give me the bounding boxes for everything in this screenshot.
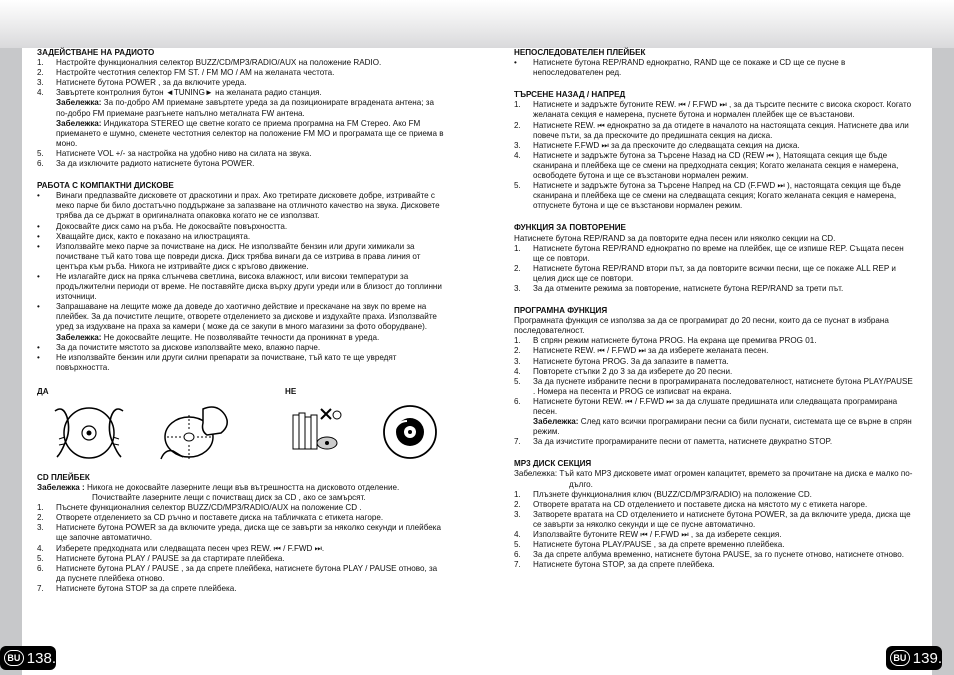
list-item: 5. Натиснете бутона PLAY/PAUSE , за да спрете временно плейбека. <box>514 540 785 550</box>
list-item: • Не излагайте диск на пряка слънчева светлина, висока влажност, или високи температури за продължителни периоди от време. Не поставяйте диска върху други уреди или в близост до топлинни източници. <box>37 271 442 302</box>
program-section-title: ПРОГРАМНА ФУНКЦИЯ <box>514 306 608 316</box>
list-item: 1. Настройте функционалния селектор BUZZ/CD/MP3/RADIO/AUX на положение RADIO. <box>37 58 382 68</box>
list-item: 6. За да изключите радиото натиснете бутона POWER. <box>37 159 255 169</box>
list-item: 7. За да изчистите програмираните песни от паметта, натиснете двукратно STOP. <box>514 437 833 447</box>
list-item: 1. Натиснете бутона REP/RAND еднократно по време на плейбек, ще се изпише REP. Същата песен ще се повтори. <box>514 243 904 263</box>
dirty-disc-illustration <box>377 399 443 465</box>
list-item: 4. Натиснете и задръжте бутона за Търсене Назад на CD (REW ⏮ ), Натоящата секция ще бъде сканирана и плейбека ще се смени на предходната секция; Когато желаната секция е намерена, освободете бутона и ще се възстанови нормален режим. <box>514 150 899 181</box>
list-item: 4. Използвайте бутоните REW ⏮ / F.FWD ⏭ , за да изберете секция. <box>514 530 782 540</box>
list-item: 4. Повторете стъпки 2 до 3 за да изберете до 20 песни. <box>514 366 733 376</box>
wipe-disc-illustration <box>155 399 235 465</box>
list-item: 2. Отворете вратата на CD отделението и поставете диска на мястото му с етикета нагоре. <box>514 499 868 509</box>
header-band <box>0 0 954 48</box>
list-item: 5. Натиснете VOL +/- за настройка на удобно ниво на силата на звука. <box>37 148 312 158</box>
list-item: • Докосвайте диск само на ръба. Не докосвайте повърхността. <box>37 221 288 231</box>
list-item: 1. В спрян режим натиснете бутона PROG. На екрана ще премигва PROG 01. <box>514 336 817 346</box>
mp3-section-title: MP3 ДИСК СЕКЦИЯ <box>514 459 592 469</box>
yes-label: ДА <box>37 386 49 396</box>
list-item: 3. Натиснете F.FWD ⏭ за да прескочите до следващата секция на диска. <box>514 140 800 150</box>
list-item: 4. Завъртете контролния бутон ◄TUNING► на желаната радио станция. <box>37 88 322 98</box>
disc-bullets <box>37 191 445 332</box>
list-item: • За да почистите мястото за дискове използвайте меко, влажно парче. <box>37 342 321 352</box>
radio-note: Забележка: Индикатора STEREO ще светне когато се приема програмна на FM Стерео. Ако FM приемането е шумно, сменете честотния селектор на положение FM MO и програмата ще се приема в моно. <box>56 118 444 148</box>
mp3-note: Забележка: Тъй като MP3 дисковете имат огромен капацитет, времето за прочитане на диска е малко по-дълго. <box>514 469 913 489</box>
list-item: • Използвайте меко парче за почистване на диск. Не използвайте бензин или други химикали за почистване тъй като това ще повреди диска. Диск трябва винаги да се изтрива в права линия от центъра към ръба. Никога не изтривайте диск с кръгово движение. <box>37 241 421 271</box>
radio-steps-continued <box>37 149 445 169</box>
list-item: 3. Натиснете бутона POWER за да включите уреда, диска ще се завърти за няколко секунди и плейбека ще започне автоматично. <box>37 523 441 543</box>
hold-disc-edge-illustration <box>51 399 127 465</box>
list-item: • Винаги предпазвайте дисковете от драскотини и прах. Ако третирате дисковете добре, изтривайте с меко парче би било достатъчно поддържане за запазване на отличното качество на звука. Дисковете трябва да се държат в оригиналната опаковка когато не се използват. <box>37 191 440 221</box>
right-page-column <box>514 48 914 570</box>
disc-note: Забележка: Не докосвайте лещите. Не позволявайте течности да проникнат в уреда. <box>56 332 380 342</box>
repeat-section-title: ФУНКЦИЯ ЗА ПОВТОРЕНИЕ <box>514 223 626 233</box>
page-number: 139. <box>912 649 942 667</box>
list-item: 5. Натиснете бутона PLAY / PAUSE за да стартирате плейбека. <box>37 553 285 563</box>
list-item: • Не използвайте бензин или други силни препарати за почистване, тъй като те ще увредят повърхността. <box>37 352 397 372</box>
list-item: 2. Натиснете REW. ⏮ / F.FWD ⏭ за да изберете желаната песен. <box>514 346 769 356</box>
program-steps-continued <box>514 437 914 447</box>
language-badge: BU <box>890 650 910 666</box>
list-item: 3. Затворете вратата на CD отделението и натиснете бутона POWER, за да включите уреда, диска ще се завърти за няколко секунди и ще се пусне автоматично. <box>514 509 911 529</box>
list-item: 5. Натиснете и задръжте бутона за Търсене Напред на CD (F.FWD ⏭ ), настоящата секция ще бъде сканирана и плейбека ще се смени на следващата секция; Когато желаната секция е намерена, отпуснете бутона и ще се възстанови нормален режим. <box>514 181 901 211</box>
list-item: 5. За да пуснете избраните песни в програмираната последователност, натиснете бутона PLAY/PAUSE . Номера на песента и PROG се изписват на екрана. <box>514 376 913 396</box>
left-page-column <box>37 48 445 594</box>
mp3-steps <box>514 490 914 571</box>
list-item: 7. Натиснете бутона STOP, за да спрете плейбека. <box>514 560 715 570</box>
no-label: НЕ <box>285 386 297 396</box>
list-item: 6. Натиснете бутони REW. ⏮ / F.FWD ⏭ за да слушате предишната или следващата програмирана песен. <box>514 396 898 416</box>
list-item: 1. Натиснете и задръжте бутоните REW. ⏮ / F.FWD ⏭ , за да търсите песните с висока скорост. Когато желаната секция е намерена, пуснете бутона и нормален плейбек ще се възстанови. <box>514 100 912 120</box>
radio-section-title: ЗАДЕЙСТВАНЕ НА РАДИОТО <box>37 48 155 57</box>
list-item: • Запрашаване на лещите може да доведе до хаотично действие и прескачане на звук по време на плейбек. За да почистите лещите, отворете отделението за дискове и издухайте праха. Използвайте уред за издухване на праха за камери ( може да се закупи в много магазини за фото оборудване). <box>37 302 437 332</box>
repeat-steps <box>514 244 914 294</box>
program-intro: Програмната функция се използва за да се програмират до 20 песни, които да се пуснат в избрана последователност. <box>514 316 889 336</box>
right-margin-bar <box>932 48 954 675</box>
random-section-title: НЕПОСЛЕДОВАТЕЛЕН ПЛЕЙБЕК <box>514 48 646 57</box>
page-number: 138. <box>26 649 56 667</box>
radio-steps <box>37 58 445 98</box>
list-item: 1. Пъснете функционалния селектор BUZZ/CD/MP3/RADIO/AUX на положение CD . <box>37 503 362 513</box>
random-bullets <box>514 58 914 78</box>
cd-steps <box>37 503 445 594</box>
list-item: 3. Натиснете бутона PROG. За да запазите в паметта. <box>514 356 729 366</box>
list-item: 3. За да отмените режима за повторение, натиснете бутона REP/RAND за трети път. <box>514 283 844 293</box>
list-item: 2. Натиснете REW. ⏮ еднократно за да отидете в началото на настоящата секция. Натиснете два или повече пъти, за да прескочите до предишната секция на диска. <box>514 120 909 140</box>
stacked-discs-illustration <box>287 397 365 463</box>
program-steps <box>514 336 914 417</box>
disc-handling-illustrations <box>37 387 445 469</box>
list-item: 1. Плъзнете функционалния ключ (BUZZ/CD/MP3/RADIO) на положение CD. <box>514 489 812 499</box>
repeat-intro: Натиснете бутона REP/RAND за да повторите една песен или няколко секции на CD. <box>514 233 836 243</box>
list-item: • Хващайте диск, както е показано на илюстрацията. <box>37 231 251 241</box>
radio-note: Забележка: За по-добро AM приемане завъртете уреда за да позиционирате вградената антена; за по-добро FM приемане разгънете напълно металната FW антена. <box>56 98 434 118</box>
language-badge: BU <box>4 650 24 666</box>
right-page-badge <box>886 646 942 670</box>
list-item: • Натиснете бутона REP/RAND еднократно, RAND ще се покаже и CD ще се пусне в непоследователен ред. <box>514 58 846 78</box>
list-item: 7. Натиснете бутона STOP за да спрете плейбека. <box>37 583 237 593</box>
disc-bullets-continued <box>37 343 445 373</box>
list-item: 6. За да спрете албума временно, натиснете бутона PAUSE, за го пуснете отново, натиснете отново. <box>514 550 904 560</box>
disc-section-title: РАБОТА С КОМПАКТНИ ДИСКОВЕ <box>37 181 174 191</box>
cd-note-continued: Почиствайте лазерните лещи с почистващ диск за CD , ако се замърсят. <box>92 493 366 503</box>
list-item: 2. Настройте честотния селектор FM ST. / FM MO / AM на желаната честота. <box>37 68 335 78</box>
left-margin-bar <box>0 48 22 675</box>
search-section-title: ТЪРСЕНЕ НАЗАД / НАПРЕД <box>514 90 626 100</box>
cd-note: Забележка : Никога не докосвайте лазерните лещи във вътрешността на дисковото отделение. <box>37 483 400 492</box>
left-page-badge <box>0 646 56 670</box>
list-item: 6. Натиснете бутона PLAY / PAUSE , за да спрете плейбека, натиснете бутона PLAY / PAUSE отново, за да пуснете плейбека отново. <box>37 563 438 583</box>
list-item: 2. Отворете отделението за CD ръчно и поставете диска на табличката с етикета нагоре. <box>37 513 384 523</box>
search-steps <box>514 100 914 211</box>
list-item: 2. Натиснете бутона REP/RAND втори път, за да повторите всички песни, ще се покаже ALL REP и целия диск ще се повтори. <box>514 263 896 283</box>
cd-section-title: CD ПЛЕЙБЕК <box>37 472 90 482</box>
list-item: 4. Изберете предходната или следващата песен чрез REW. ⏮ / F.FWD ⏭. <box>37 543 325 553</box>
program-note: Забележка: След като всички програмирани песни са били пуснати, системата ще се върне в спрян режим. <box>533 417 912 437</box>
list-item: 3. Натиснете бутона POWER , за да включите уреда. <box>37 78 247 88</box>
